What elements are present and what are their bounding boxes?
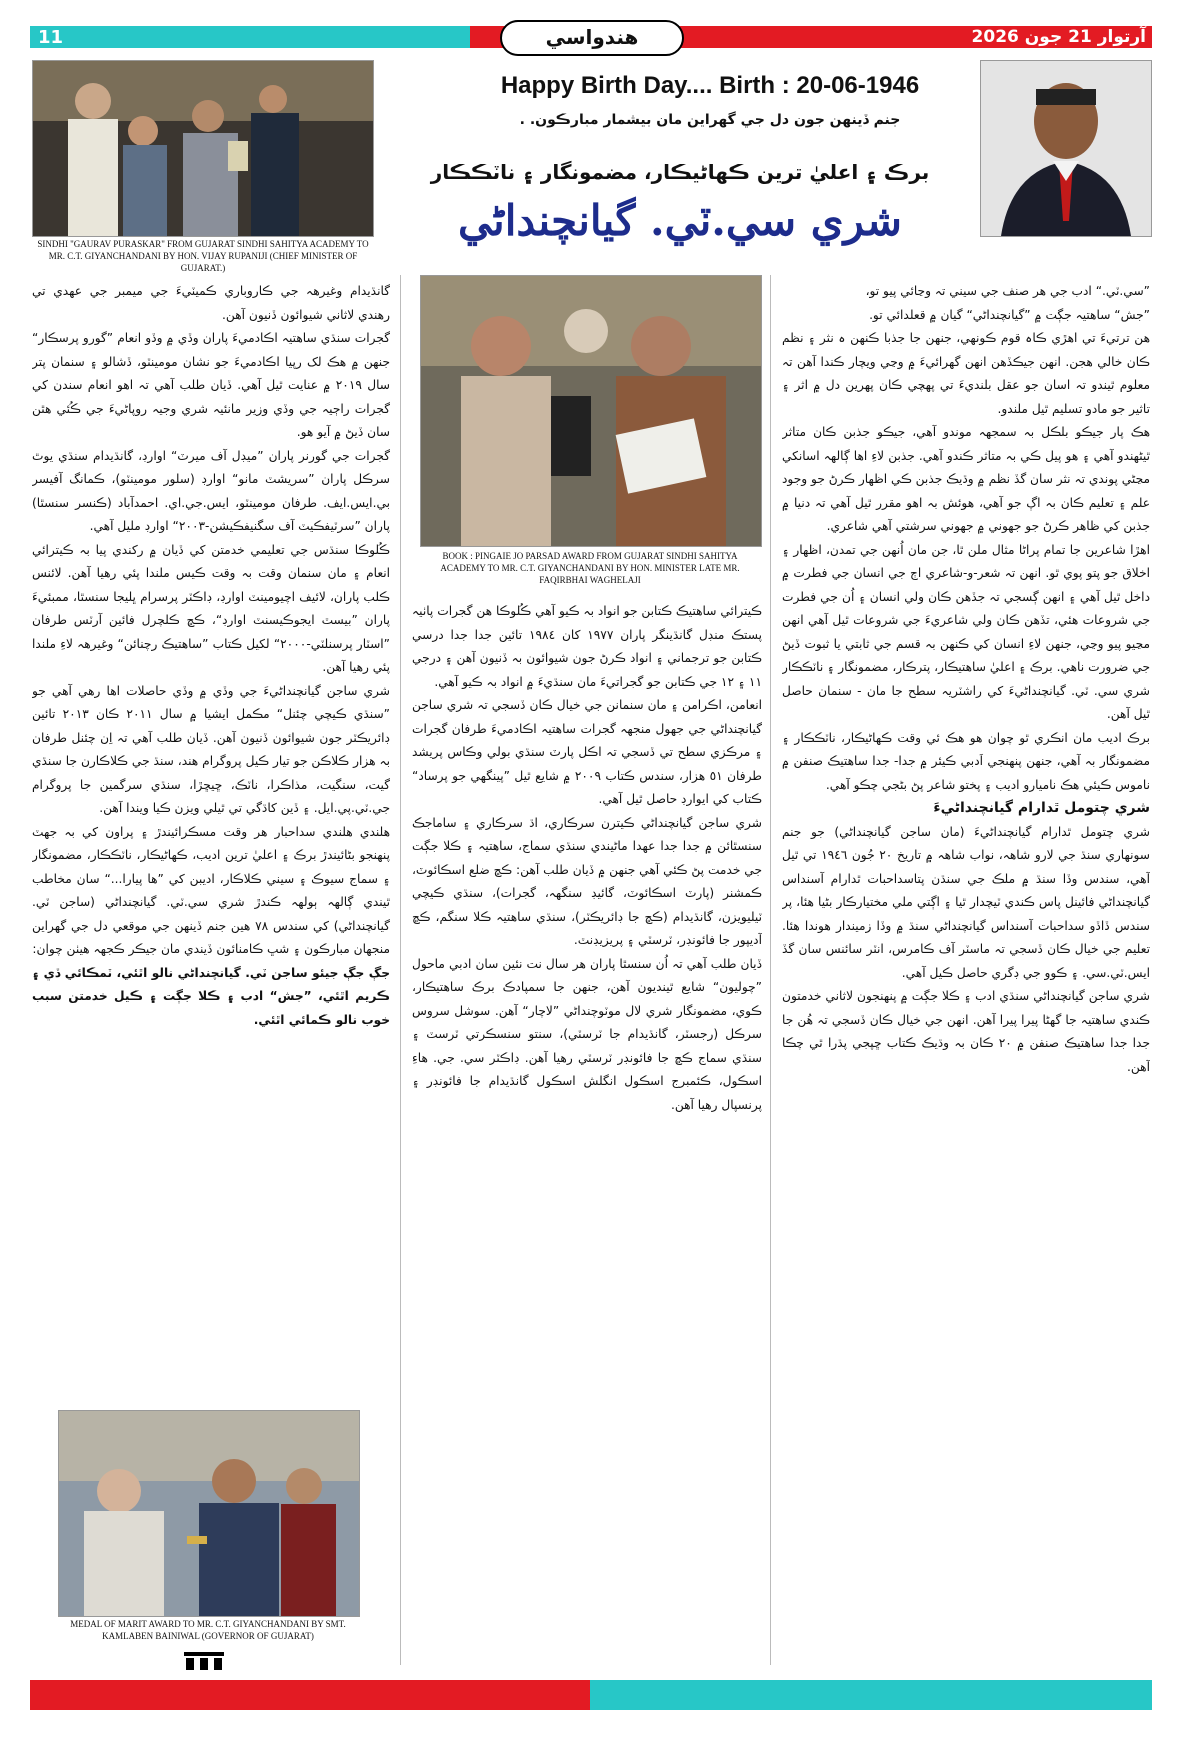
footer-bar-right xyxy=(590,1680,1152,1710)
section-emblem xyxy=(184,1652,224,1670)
page-number: 11 xyxy=(38,27,64,48)
paragraph: ”جش“ ساهتيہ جڳت ۾ ”گيانچنداڻي“ گيان ۾ قعلدائي تو. xyxy=(869,307,1150,322)
paragraph: شري ساجن گيانچنداڻي سنڌي ادب ۽ ڪلا جڳت ۾ پنهنجون لاثاني خدمتون ڪندي ساهتيہ جا گهڻا پيرا پيرا آهن. انهن جي خيال ڪان ڏسجي تہ هُن جا جدا جدا ساهتيڪ صنفن ۾ ٢٠ ڪان بہ وڌيڪ ڪتاب ڇپجي پڌرا ٿي چڪا آهن. xyxy=(782,989,1150,1074)
portrait-photo xyxy=(980,60,1152,237)
paragraph: ڪُلوڪا سنڌس جي تعليمي خدمتن کي ڏيان ۾ رکندي پيا بہ ڪيترائي انعام ۽ مان سنمان وقت بہ وقت ڪيس ملندا پئي رهيا آهن. لائنس ڪلب پاران، لائيف اچيومينٽ اوارڊ، ڊاڪٽر پرسرام ڀليجا سنسٿا، ممبئيءَ پاران ”بيسٽ ايجوڪيسنٽ اوارڊ“، ڪڇ ڪلچرل فائين آرٽس طرفان ”اسٽار پرسنلٽي-٢٠٠٠“ لکيل ڪتاب ”ساهتيڪ رچنائن“ وغيرهہ لاءِ ملندا پئي رهيا آهن. xyxy=(32,542,390,674)
footer-bar-left xyxy=(30,1680,590,1710)
paragraph: شري چتومل ٿدارام گيانچنداڻيءَ (مان ساجن گيانچنداڻي) جو جنم سونهاري سنڌ جي لارو شاهہ، نواب شاهہ ۾ تاريخ ٢٠ جُون ١٩٤٦ تي ٿيل آهي، سندس وڏا سنڌ ۾ ملڪ جي سنڌن پتاسداحبات ٿدارام آسنداس گيانچنداڻي فائينل پاس ڪندي ٽيچدار ٿيا ۽ اڳتي ملي مختيارڪار بڻيا هئا، پر سندس ڏاڏو سداحبات آسنداس گيانچنداڻي سنڌ ۾ وڏا زميندار هوندا هئا. تعليم جي خيال ڪان ڏسجي تہ ماسٽر آف ڪامرس، انٽر سائنس سان گڏ ايس.ٽي.سي. ۽ ڪوو جي ڊگري حاصل ڪيل آهي. xyxy=(782,824,1150,980)
award-photo-bottom-left xyxy=(58,1410,360,1617)
headline-subtitle: برڪ ۽ اعليٰ ترين ڪهاڻيڪار، مضمونگار ۽ ناٽڪڪار xyxy=(430,160,930,184)
column-divider xyxy=(400,275,401,1665)
section-subhead: شري چتومل ٿدارام گيانچنداڻيءَ xyxy=(933,800,1150,816)
award-photo-image xyxy=(33,61,373,236)
closing-verse: جڳ جڳ جيئو ساجن ٽي. گيانچنداڻي نالو اٿئي، ٽمڪائي ڏي ۽ ڪريم اٿئي، ”جش“ ادب ۽ ڪلا جڳت ۽ ڪيل خدمتن سبب خوب نالو ڪمائي اٿئي. xyxy=(32,965,390,1027)
paragraph: ”سي.ٽي.“ ادب جي هر صنف جي سيني تہ وڃائي پيو تو، xyxy=(865,284,1150,298)
paragraph: گجرات جي گورنر پاران ”ميڊل آف ميرٽ“ اوارڊ، گانڌيدام سنڌي يوٿ سرڪل پاران ”سريشٽ مانو“ اوارڊ (سلور مومينٽو)، ڪمانگ آفيسر بي.ايس.ايف. طرفان مومينٽو، ايس.جي.اي. احمدآباد (ڪنسر سنسٿا) پاران ”سرٽيفڪيٽ آف سگنيفڪيشن-٢٠٠٣“ اوارڊ مليل آهي. xyxy=(32,448,390,533)
paragraph: شري ساجن گيانچنداڻي ڪيترن سرڪاري، اڌ سرڪاري ۽ ساماجڪ سنسٿائن ۾ جدا جدا عهدا ماڻيندي سنڌي سماج، ساهتيہ ۽ ڪلا جڳت جي خدمت پڻ ڪئي آهي جنهن ۾ ڏيان طلب آهن: ڪڇ ضلع اسڪائوٽ، ڪمشنر (پارٽ اسڪائوٽ، گائيڊ سنگهہ، گجرات)، سنڌي ڪيچي ٽيليويزن، گانڌيدام (ڪڇ جا ڊائريڪٽر)، سنڌي ساهتيہ ڪلا سنگم، ڪڇ آديپور جا فائونڊر، ٽرسٽي ۽ پريزيڊنٽ. xyxy=(412,815,762,947)
award-photo-center xyxy=(420,275,762,547)
paragraph: اهڙا شاعرين جا تمام پراڻا مثال ملن ٿا، جن مان اُنهن جي تمدن، اظهار ۽ اخلاق جو پتو پوي ٿو. انهن تہ شعر-و-شاعري اڄ جي انسان جي فطرت ۾ داخل ٿيل آهي ۽ انهن ڳسجي تہ جڏهن ڪان ولي انسان ۽ اُن جي فطرت جي شروعات هئي، تڏهن ڪان ولي شاعريءَ جي شروعات ٿيل آهي انهن مڃيو پيو وڃي، جنهن لاءِ انسان کي ڪنهن بہ قسم جي ثابتي يا ثبوت ڏيڻ جي ضرورت ناهي. برڪ ۽ اعليٰ ساهتيڪار، پترڪار، مضمونگار ۽ ناٽڪڪار شري سي. ٽي. گيانچنداڻيءَ کي راشٽريہ سطح جا مان - سنمان حاصل ٿيل آهن. xyxy=(782,542,1150,721)
paragraph: ڏيان طلب آهي تہ اُن سنسٿا پاران هر سال نت نئين سان ادبي ماحول ”چوليون“ شايع ٿينديون آهن، جنهن جا سمپادڪ برڪ ساهتيڪار، ڪوي، مضمونگار شري لال موٽوچنداڻي ”لاچار“ آهن. سوشل سروس سرڪل (رجسٽر، گانڌيدام جا ٽرسٽي)، سنتو سنسڪرتي ٽرسٽ ۽ سنڌي سماج ڪڇ جا فائونڊر ٽرسٽي رهيا آهن. ڊاڪٽر سي. جي. هاءِ اسڪول، ڪئمبرج اسڪول انگلش اسڪول گانڌيدام جا فائونڊر ۽ پرنسپال رهيا آهن. xyxy=(412,956,762,1112)
birthday-wish: جنم ڏينهن جون دل جي گهراين مان بيشمار مبارڪون. . xyxy=(519,112,901,128)
birthday-heading: Happy Birth Day.... Birth : 20-06-1946 xyxy=(500,72,920,99)
paragraph: هڪ پار جيڪو بلڪل بہ سمجهہ موندو آهي، جيڪو جذبن ڪان متاثر ٿيڻهندو آهي ۽ هو پيل ڪي بہ متاثر ڪندو آهي. جذبن لاءِ اها ڳالهہ اسانکي مڃڻي پوندي تہ نثر سان گڏ نظم ۾ وڌيڪ جذبن ڪي اظهار ڪرڻ جو وجود علم ۽ تعليم ڪان بہ اڳ جو آهي، هوئش بہ اهو مقرر ٿيل آهي تہ دنيا ۾ جذبن کي ظاهر ڪرڻ جو جهوني ۾ جهوني سرشتي آهي شاعري. xyxy=(782,425,1150,533)
portrait-image xyxy=(981,61,1151,236)
award-photo-bottom-image xyxy=(59,1411,359,1616)
paragraph: گانڌيدام وغيرهہ جي ڪاروباري ڪميٽيءَ جي ميمبر جي عهدي تي رهندي لاثاني شيوائون ڏنيون آهن. xyxy=(32,284,390,322)
photo-caption-top-left: SINDHI "GAURAV PURASKAR" FROM GUJARAT SINDHI SAHITYA ACADEMY TO MR. C.T. GIYANCHANDANI BY HON. VIJAY RUPANIJI (CHIEF MINISTER OF GUJARAT.) xyxy=(37,239,369,273)
award-photo-top-left xyxy=(32,60,374,237)
photo-caption-bottom-left: MEDAL OF MARIT AWARD TO MR. C.T. GIYANCHANDANI BY SMT. KAMLABEN BAINIWAL (GOVERNOR OF GUJARAT) xyxy=(70,1619,346,1641)
paragraph: هن ترتيءَ تي اهڙي ڪاہ قوم ڪونهي، جنهن جا جذبا ڪنهن ہ نثر ۽ نظم ڪان خالي هجن. انهن جيڪڏهن انهن گهرائيءَ ۾ وڃي ويچار ڪندا آهن تہ معلوم ٿيندو تہ اسان جو عقل بلنديءَ تي پهچي ڪان پهرين دل ۾ اثر ۽ تاثير جو مادو تسليم ٿيل ملندو. xyxy=(782,331,1150,416)
article-column-center xyxy=(412,600,762,1665)
paragraph: انعامن، اڪرامن ۽ مان سنمانن جي خيال ڪان ڏسجي تہ شري ساجن گيانچنداڻي جي جهول منجهہ گجرات ساهتيہ اڪادميءَ طرفان گجرات ۽ مرڪزي سطح تي ڏسجي تہ اڪل پارٽ سنڌي بولي وڪاس پريشد طرفان ٥١ هزار، سندس ڪتاب ٢٠٠٩ ۾ شايع ٿيل ”پينگهي جو پرساد“ ڪتاب کي ايوارڊ حاصل ٿيل آهي. xyxy=(412,698,762,806)
paragraph: ڪيترائي ساهتيڪ ڪتابن جو انواد بہ ڪيو آهي ڪُلوڪا هن گجرات پاٺيہ پستڪ منڊل گانڌينگر پاران ١٩٧٧ کان ١٩٨٤ تائين جدا جدا درسي ڪتابن جو ترجماني ۽ انواد ڪرڻ جون شيوائون بہ ڏنيون آهن ۽ درجي ١١ ۽ ١٢ جي ڪتابن جو گجراتيءَ مان سنڌيءَ ۾ انواد بہ ڪيو آهي. xyxy=(412,604,762,689)
headline-name: شري سي.ٽي. گيانچنداڻي xyxy=(458,196,902,245)
paragraph: برڪ اديب مان انڪري ٿو چوان هو هڪ ئي وقت ڪهاڻيڪار، ناٽڪڪار ۽ مضمونگار بہ آهي، جنهن پنهنجي اَدبي ڪيئر ۾ جدا- جدا ساهتيڪ صنفن ۾ ناموس ڪيئي هڪ ناميارو اديب ۽ پختو شاعر پڻ بڻجي چڪو آهي. xyxy=(782,730,1150,792)
paragraph: شري ساجن گيانچنداڻيءَ جي وڏي ۾ وڏي حاصلات اها رهي آهي جو ”سنڌي ڪيچي چئنل“ مڪمل ايشيا ۾ سال ٢٠١١ ڪان ٢٠١٣ تائين ڊائريڪٽر جون شيوائون ڏنيون آهن. ڏيان طلب آهي تہ اِن چئنل طرفان بہ هزار ڪلاڪن جو تيار ڪيل پروگرام هند، سنڌ جي ڪلاڪارن جا سنڌي گيت، سنگيت، مذاڪرا، ناٽڪ، ڇيڇڙا، سنڌي سرگمين جا پروگرام جي.ٽي.پي.ايل. ۽ ڏين کاڌگي تي ٿيلي ويزن ڪيا ويندا آهن. xyxy=(32,683,390,815)
article-column-left xyxy=(32,280,390,1402)
paragraph: گجرات سنڌي ساهتيہ اڪادميءَ پاران وڏي ۾ وڏو انعام ”گورو پرسڪار“ جنهن ۾ هڪ لک رپيا اڪادميءَ جو نشان مومينٽو، ڏشالو ۽ سنمان پتر سال ٢٠١٩ ۾ عنايت ٿيل آهي. ڏيان طلب آهي تہ اهو انعام سندن کي گجرات راڄيہ جي وڏي وزير مانئيہ شري وجيہ روپاڻيءَ جي ڪُئي هٿن سان ڏيڻ ۾ آيو هو. xyxy=(32,331,390,439)
header-bar-left xyxy=(30,26,470,48)
award-photo-center-image xyxy=(421,276,761,546)
photo-caption-center: BOOK : PINGAIE JO PARSAD AWARD FROM GUJARAT SINDHI SAHITYA ACADEMY TO MR. C.T. GIYANCHANDANI BY HON. MINISTER LATE MR. FAQIRBHAI WAGHELAJI xyxy=(440,551,740,585)
dateline: آرتوار 21 جون 2026 xyxy=(971,27,1146,47)
paragraph: هلندي هلندي سداحبار هر وقت مسڪرائيندڙ ۽ پراون کي بہ جهٽ پنهنجو بڻائيندڙ برڪ ۽ اعليٰ ترين اديب، ڪهاڻيڪار، ناٽڪڪار، مضمونگار ۽ سماج سيوڪ ۽ سيني ڪلاڪار، اديبن کي ”ها پيارا...“ سان مخاطب ٿيندي ڳالهہ ٻولهہ ڪندڙ شري سي.ٽي. گيانچنداڻي (ساجن ٽي. گيانچنداڻي) کي سندس ٧٨ هين جنم ڏينهن جي موقعي دل جي گهراين منجهان مبارڪون ۽ شڀ ڪامنائون ڏيندي مان جيڪر ڪجهہ هيٺن چوان: xyxy=(32,824,390,956)
column-divider xyxy=(770,275,771,1665)
masthead-logo: هندواسي xyxy=(500,20,684,56)
article-column-right xyxy=(782,280,1150,1665)
